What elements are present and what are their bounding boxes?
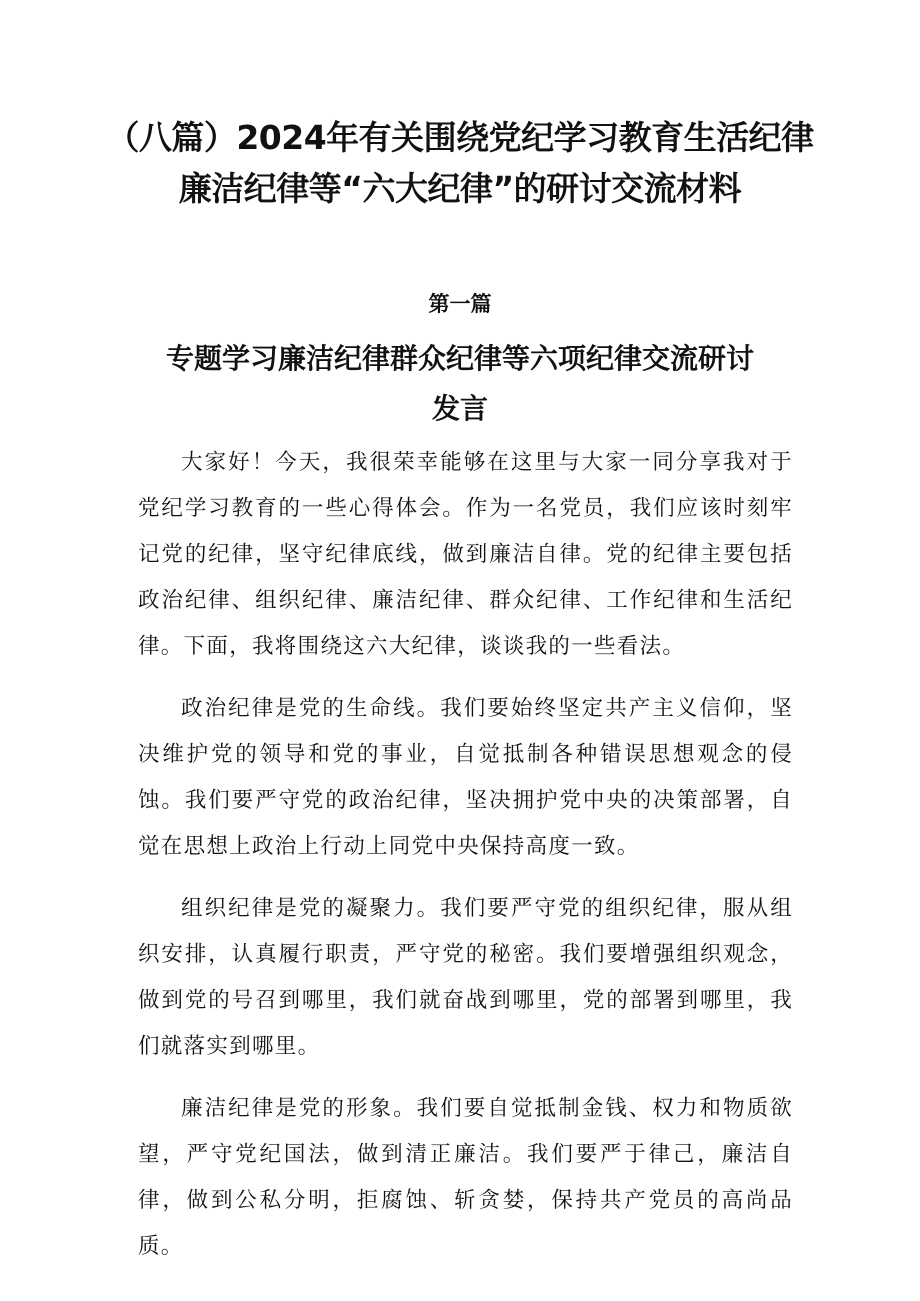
paragraph-integrity-discipline: 廉洁纪律是党的形象。我们要自觉抵制金钱、权力和物质欲望，严守党纪国法，做到清正廉洁。我们要严于律己，廉洁自律，做到公私分明，拒腐蚀、斩贪婪，保持共产党员的高尚品质。: [138, 1096, 793, 1259]
document-title: （八篇）2024年有关围绕党纪学习教育生活纪律廉洁纪律等“六大纪律”的研讨交流材料: [106, 118, 814, 208]
paragraph-intro: 大家好！今天，我很荣幸能够在这里与大家一同分享我对于党纪学习教育的一些心得体会。作为一名党员，我们应该时刻牢记党的纪律，坚守纪律底线，做到廉洁自律。党的纪律主要包括政治纪律、组织纪律、廉洁纪律、群众纪律、工作纪律和生活纪律。下面，我将围绕这六大纪律，谈谈我的一些看法。: [138, 450, 793, 659]
paragraph-organizational-discipline: 组织纪律是党的凝聚力。我们要严守党的组织纪律，服从组织安排，认真履行职责，严守党的秘密。我们要增强组织观念，做到党的号召到哪里，我们就奋战到哪里，党的部署到哪里，我们就落实到哪里。: [138, 896, 793, 1059]
paragraph-political-discipline: 政治纪律是党的生命线。我们要始终坚定共产主义信仰，坚决维护党的领导和党的事业，自觉抵制各种错误思想观念的侵蚀。我们要严守党的政治纪律，坚决拥护党中央的决策部署，自觉在思想上政治上行动上同党中央保持高度一致。: [138, 696, 793, 859]
section-title: 专题学习廉洁纪律群众纪律等六项纪律交流研讨发言: [165, 342, 754, 425]
section-number: 第一篇: [428, 292, 492, 316]
document-body: [138, 440, 793, 1286]
